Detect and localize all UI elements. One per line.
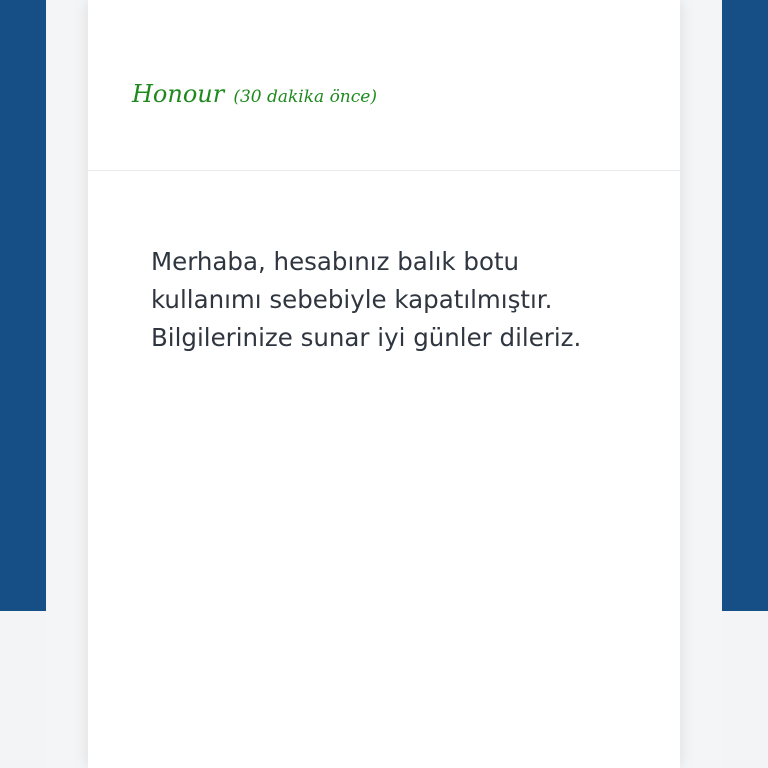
comment-card	[88, 0, 680, 768]
author-line	[132, 80, 377, 108]
author-name[interactable]: Honour	[132, 80, 225, 108]
comment-header	[88, 0, 680, 171]
comment-timestamp: (30 dakika önce)	[233, 87, 377, 107]
comment-message: Merhaba, hesabınız balık botu kullanımı sebebiyle kapatılmıştır. Bilgilerinize sunar iyi günler dileriz.	[151, 247, 582, 352]
